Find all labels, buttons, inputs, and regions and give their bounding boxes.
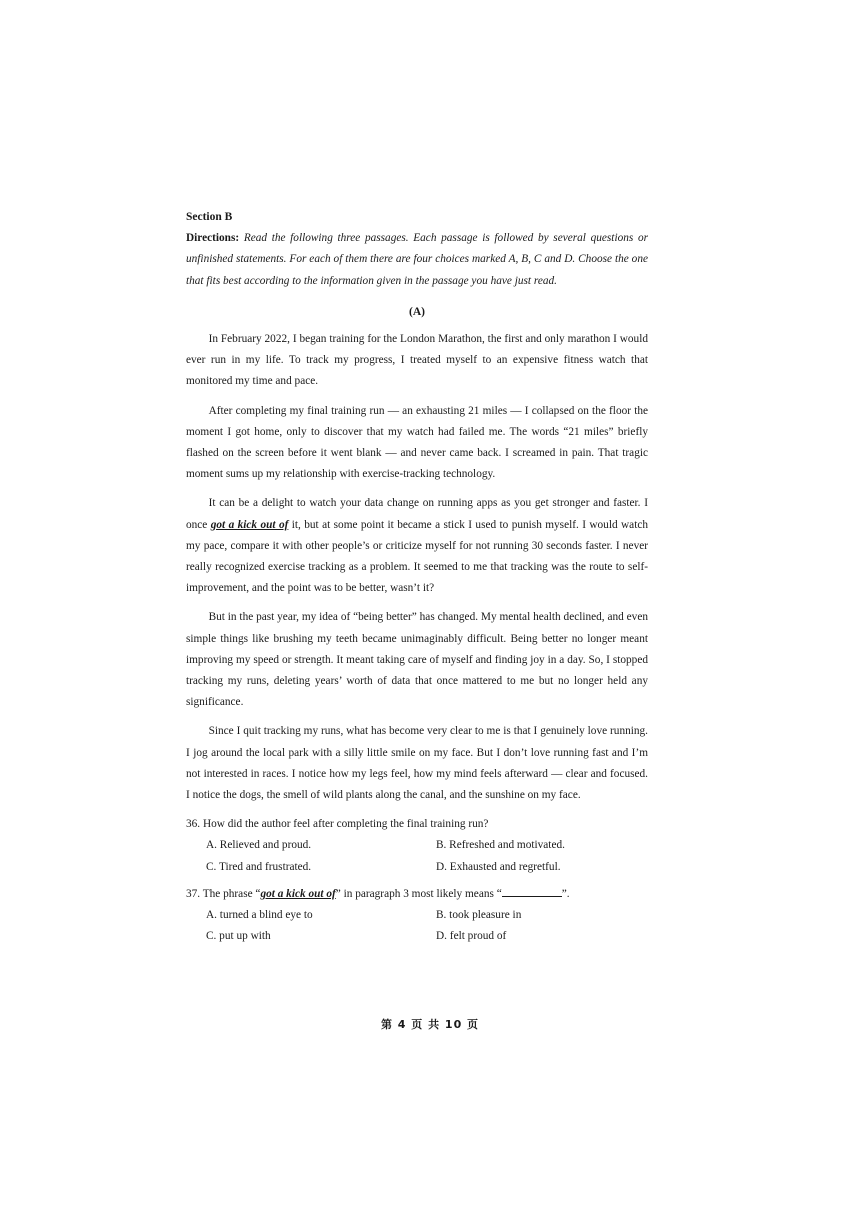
- directions-label: Directions:: [186, 232, 240, 245]
- exam-page: [186, 207, 648, 954]
- paragraph-3-text-after: it, but at some point it became a stick I used to punish myself. I would watch my pace, compare it with other people’s or criticize myself for not running 30 seconds faster. I never really recognized exercise tracking as a problem. It seemed to me that tracking was the route to self-improvement, and the point was to be better, wasn’t it?: [186, 518, 648, 595]
- question-37-stem-after: ” in paragraph 3 most likely means “: [335, 887, 502, 900]
- key-phrase: got a kick out of: [210, 518, 289, 531]
- passage-title: (A): [409, 305, 425, 318]
- option-37-d: D. felt proud of: [436, 930, 507, 943]
- option-37-c: C. put up with: [206, 930, 271, 943]
- passage-paragraph-2: After completing my final training run — an exhausting 21 miles — I collapsed on the floor the moment I got home, only to discover that my watch had failed me. The words “21 miles” briefly flashed on the screen before it went blank — and never came back. I screamed in pain. That tragic moment sums up my relationship with exercise-tracking technology.: [186, 404, 648, 481]
- option-37-b: B. took pleasure in: [436, 909, 522, 922]
- option-37-a: A. turned a blind eye to: [206, 909, 313, 922]
- question-37-stem-before: 37. The phrase “: [186, 887, 261, 900]
- directions: [186, 228, 648, 292]
- directions-text: Read the following three passages. Each passage is followed by several questions or unfinished statements. For each of them there are four choices marked A, B, C and D. Choose the one that fits best according to the information given in the passage you have just read.: [186, 232, 648, 287]
- option-36-c: C. Tired and frustrated.: [206, 860, 312, 873]
- question-36-options: [186, 835, 648, 877]
- section-title: Section B: [186, 211, 233, 223]
- question-37-stem-end: ”.: [561, 887, 570, 900]
- option-36-b: B. Refreshed and motivated.: [436, 839, 565, 852]
- question-36-stem: 36. How did the author feel after completing the final training run?: [186, 818, 489, 831]
- passage-paragraph-3: [186, 493, 648, 599]
- passage-paragraph-5: Since I quit tracking my runs, what has become very clear to me is that I genuinely love running. I jog around the local park with a silly little smile on my face. But I don’t love running fast and I’m not interested in races. I notice how my legs feel, how my mind feels afterward — clear and focused. I notice the dogs, the smell of wild plants along the canal, and the sunshine on my face.: [186, 725, 648, 802]
- option-36-a: A. Relieved and proud.: [206, 839, 312, 852]
- question-37-options: [186, 905, 648, 947]
- page-footer: 第 4 页 共 10 页: [380, 1018, 480, 1031]
- option-36-d: D. Exhausted and regretful.: [436, 860, 561, 873]
- passage-paragraph-1: In February 2022, I began training for the London Marathon, the first and only marathon I would ever run in my life. To track my progress, I treated myself to an expensive fitness watch that monitored my time and pace.: [186, 333, 648, 388]
- passage-paragraph-4: But in the past year, my idea of “being better” has changed. My mental health declined, and even simple things like brushing my teeth became unimaginably difficult. Being better no longer meant improving my speed or strength. It meant taking care of myself and finding joy in a day. So, I stopped tracking my runs, deleting years’ worth of data that once mattered to me but no longer held any significance.: [186, 611, 648, 709]
- question-37-stem: [186, 884, 648, 905]
- question-37-phrase: got a kick out of: [260, 887, 336, 900]
- paragraph-3-text-before: It can be a delight to watch your data change on running apps as you get stronger and faster. I once: [186, 497, 648, 531]
- answer-blank: [502, 884, 562, 897]
